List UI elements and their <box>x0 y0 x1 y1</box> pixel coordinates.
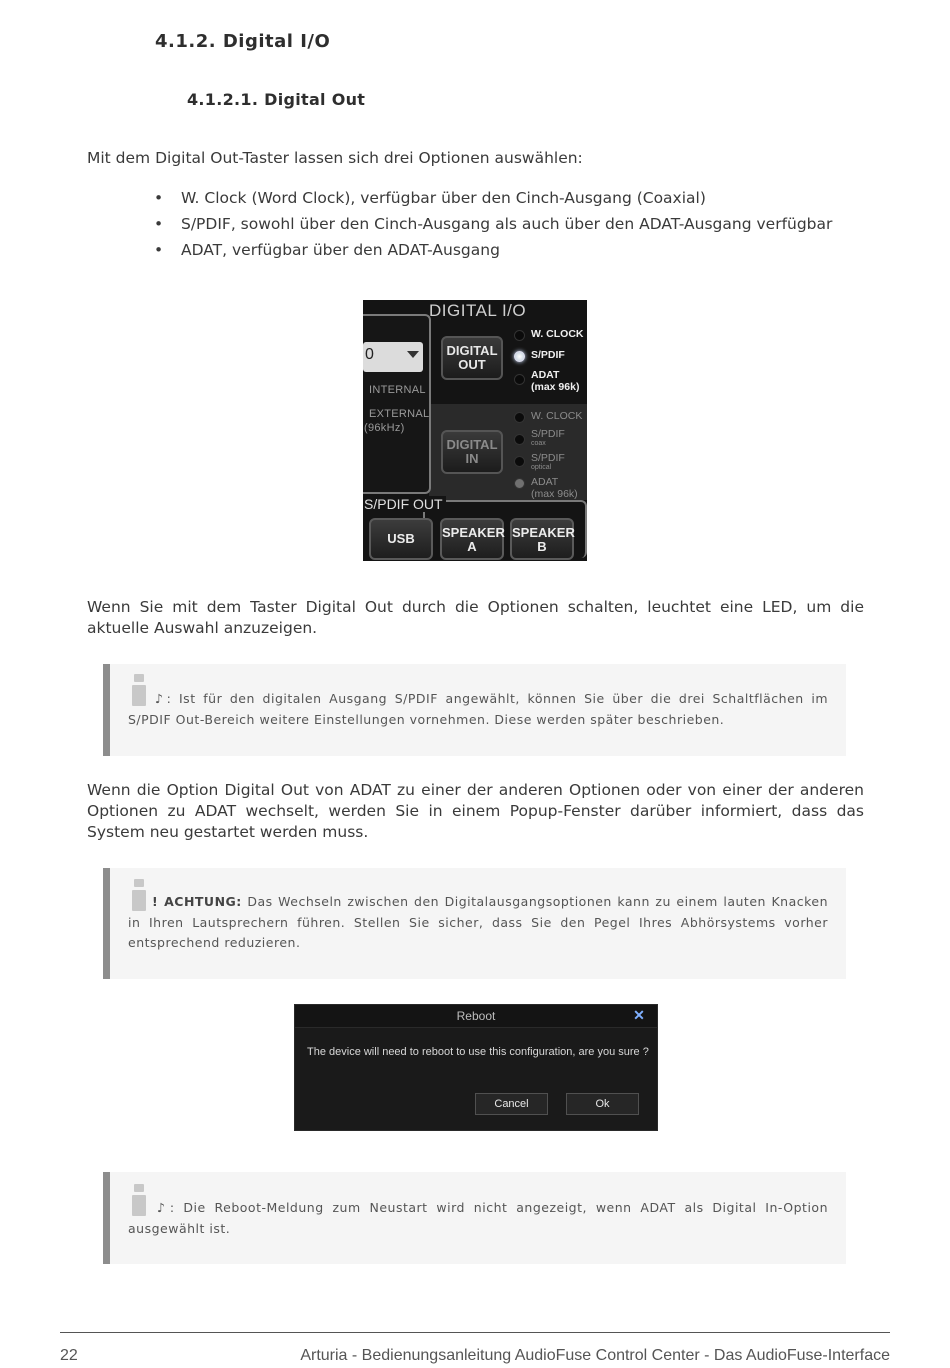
option-list <box>152 188 864 266</box>
note-text: ♪: Ist für den digitalen Ausgang S/PDIF angewählt, können Sie über die drei Schaltflächen im S/PDIF Out-Bereich weitere Einstellungen vornehmen. Diese werden später beschrieben. <box>128 691 828 727</box>
speaker-b-button[interactable]: SPEAKER B <box>510 518 574 560</box>
external-rate-label: (96kHz) <box>364 422 405 434</box>
led-indicator <box>514 456 525 467</box>
led-indicator-active <box>514 351 525 362</box>
page-number: 22 <box>60 1347 78 1364</box>
led-indicator <box>514 434 525 445</box>
out-option-wclock: W. CLOCK <box>531 328 584 340</box>
led-indicator <box>514 412 525 423</box>
out-option-adat: ADAT (max 96k) <box>531 369 580 393</box>
dialog-title: Reboot <box>456 1009 496 1023</box>
led-paragraph: Wenn Sie mit dem Taster Digital Out durch die Optionen schalten, leuchtet eine LED, um die aktuelle Auswahl anzuzeigen. <box>87 598 864 637</box>
ok-button[interactable]: Ok <box>566 1093 639 1115</box>
list-item: • ADAT, verfügbar über den ADAT-Ausgang <box>154 241 500 259</box>
out-option-spdif: S/PDIF <box>531 349 565 361</box>
speaker-a-button[interactable]: SPEAKER A <box>440 518 504 560</box>
bullet-icon: • <box>154 189 164 207</box>
dialog-message: The device will need to reboot to use this configuration, are you sure ? <box>307 1046 649 1058</box>
sample-rate-dropdown[interactable]: 0 <box>363 342 423 372</box>
footer-text: Arturia - Bedienungsanleitung AudioFuse Control Center - Das AudioFuse-Interface <box>300 1347 890 1364</box>
usb-button[interactable]: USB <box>369 518 433 560</box>
warning-label: ! ACHTUNG: <box>152 894 242 909</box>
note-text: ♪: Die Reboot-Meldung zum Neustart wird nicht angezeigt, wenn ADAT als Digital In-Option ausgewählt ist. <box>128 1200 828 1236</box>
digital-io-panel <box>363 300 587 561</box>
adat-paragraph: Wenn die Option Digital Out von ADAT zu einer der anderen Optionen oder von einer der anderen Optionen zu ADAT wechselt, werden Sie in einem Popup-Fenster darüber informiert, dass das System neu gestartet werden muss. <box>87 781 864 841</box>
chevron-down-icon <box>407 351 419 358</box>
cancel-button[interactable]: Cancel <box>475 1093 548 1115</box>
footer-divider <box>60 1332 890 1333</box>
clock-source-panel <box>363 314 431 494</box>
led-indicator <box>514 374 525 385</box>
in-option-spdif-coax: S/PDIF coax <box>531 428 565 447</box>
led-indicator-active <box>514 478 525 489</box>
digital-out-button[interactable]: DIGITAL OUT <box>441 336 503 380</box>
internal-label: INTERNAL <box>369 384 426 396</box>
note-text: ! ACHTUNG: Das Wechseln zwischen den Digitalausgangsoptionen kann zu einem lauten Knacken in Ihren Lautsprechern führen. Stellen Sie sicher, dass Sie den Pegel Ihres Abhörsystems vorher entsprechend reduzieren. <box>128 894 829 950</box>
info-note <box>103 1172 846 1264</box>
digital-in-button[interactable]: DIGITAL IN <box>441 430 503 474</box>
led-indicator <box>514 330 525 341</box>
in-option-spdif-optical: S/PDIF optical <box>531 452 565 471</box>
intro-paragraph: Mit dem Digital Out-Taster lassen sich drei Optionen auswählen: <box>87 149 583 167</box>
list-item: • S/PDIF, sowohl über den Cinch-Ausgang als auch über den ADAT-Ausgang verfügbar <box>154 215 833 233</box>
in-option-wclock: W. CLOCK <box>531 410 583 422</box>
close-icon[interactable]: ✕ <box>633 1007 645 1023</box>
list-item: • W. Clock (Word Clock), verfügbar über den Cinch-Ausgang (Coaxial) <box>154 189 706 207</box>
reboot-dialog <box>294 1004 658 1131</box>
spdif-out-title: S/PDIF OUT <box>364 496 446 512</box>
subsection-heading: 4.1.2.1. Digital Out <box>187 90 366 109</box>
panel-title: DIGITAL I/O <box>429 301 527 320</box>
info-note <box>103 664 846 756</box>
bullet-icon: • <box>154 241 164 259</box>
in-option-adat: ADAT (max 96k) <box>531 476 578 500</box>
warning-note <box>103 868 846 979</box>
external-label: EXTERNAL <box>369 408 430 420</box>
bullet-icon: • <box>154 215 164 233</box>
section-heading: 4.1.2. Digital I/O <box>155 31 331 52</box>
